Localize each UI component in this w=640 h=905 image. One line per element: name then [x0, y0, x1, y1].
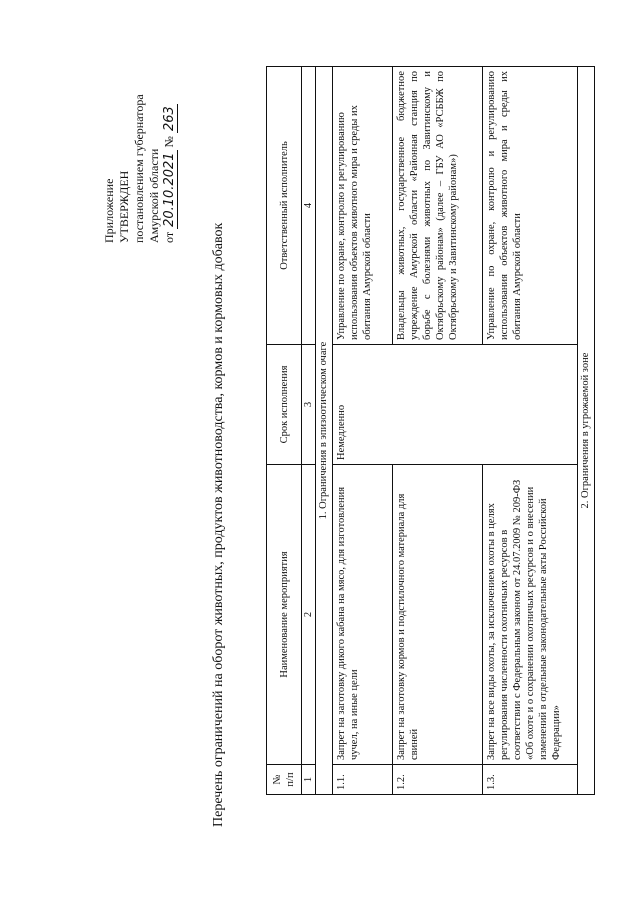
colnum-3: 3	[302, 345, 316, 465]
header-name: Наименование мероприятия	[267, 465, 302, 765]
row-number: 1.2.	[393, 765, 483, 795]
colnum-1: 1	[302, 765, 316, 795]
row-number: 1.1.	[333, 765, 393, 795]
row-name: Запрет на заготовку дикого кабана на мясо, для изготовления чучел, на иные цели	[333, 465, 393, 765]
handwritten-number: 263	[162, 106, 177, 132]
handwritten-date: 20.10.2021	[162, 152, 177, 227]
header-responsible: Ответственный исполнитель	[267, 67, 302, 345]
restrictions-table	[266, 66, 595, 795]
approval-resolution: постановлением губернатора	[132, 94, 146, 243]
approval-approved: УТВЕРЖДЕН	[117, 170, 131, 243]
colnum-4: 4	[302, 67, 316, 345]
approval-region: Амурской области	[147, 148, 161, 243]
row-name: Запрет на заготовку кормов и подстилочного материала для свиней	[393, 465, 483, 765]
row-term: Немедленно	[333, 345, 578, 465]
document-title: Перечень ограничений на оборот животных, продуктов животноводства, кормов и кормовых добавок	[211, 222, 226, 827]
row-responsible: Владельцы животных, государственное бюджетное учреждение Амурской области «Районная станция по борьбе с болезнями животных по Завитинскому и Октябрьскому районам» (далее – ГБУ АО «РСББЖ по Октябрьскому и Завитинскому районам»)	[393, 67, 483, 345]
colnum-2: 2	[302, 465, 316, 765]
approval-appendix: Приложение	[102, 178, 116, 243]
date-prefix: от	[162, 231, 176, 243]
landscape-sheet	[70, 63, 590, 843]
section-row	[316, 67, 333, 795]
section-2-title: 2. Ограничения в угрожаемой зоне	[578, 67, 595, 795]
section-1-title: 1. Ограничения в эпизоотическом очаге	[316, 67, 333, 795]
row-name: Запрет на все виды охоты, за исключением охоты в целях регулирования численности охотничьих ресурсов в соответствии с Федеральным законом от 24.07.2009 № 209-ФЗ «Об охоте и о сохранении охотничьих ресурсов и о внесении изменений в отдельные законодательные акты Российской Федерации»	[483, 465, 578, 765]
header-row	[267, 67, 302, 795]
row-number: 1.3.	[483, 765, 578, 795]
column-number-row	[302, 67, 316, 795]
row-responsible: Управление по охране, контролю и регулированию использования объектов животного мира и среды их обитания Амурской области	[333, 67, 393, 345]
approval-date-line	[162, 94, 178, 243]
section-row	[578, 67, 595, 795]
table-row	[333, 67, 393, 795]
number-prefix: №	[162, 136, 176, 148]
header-number: № п/п	[267, 765, 302, 795]
approval-block	[102, 94, 178, 243]
row-responsible: Управление по охране, контролю и регулированию использования объектов животного мира и среды их обитания Амурской области	[483, 67, 578, 345]
header-term: Срок исполнения	[267, 345, 302, 465]
